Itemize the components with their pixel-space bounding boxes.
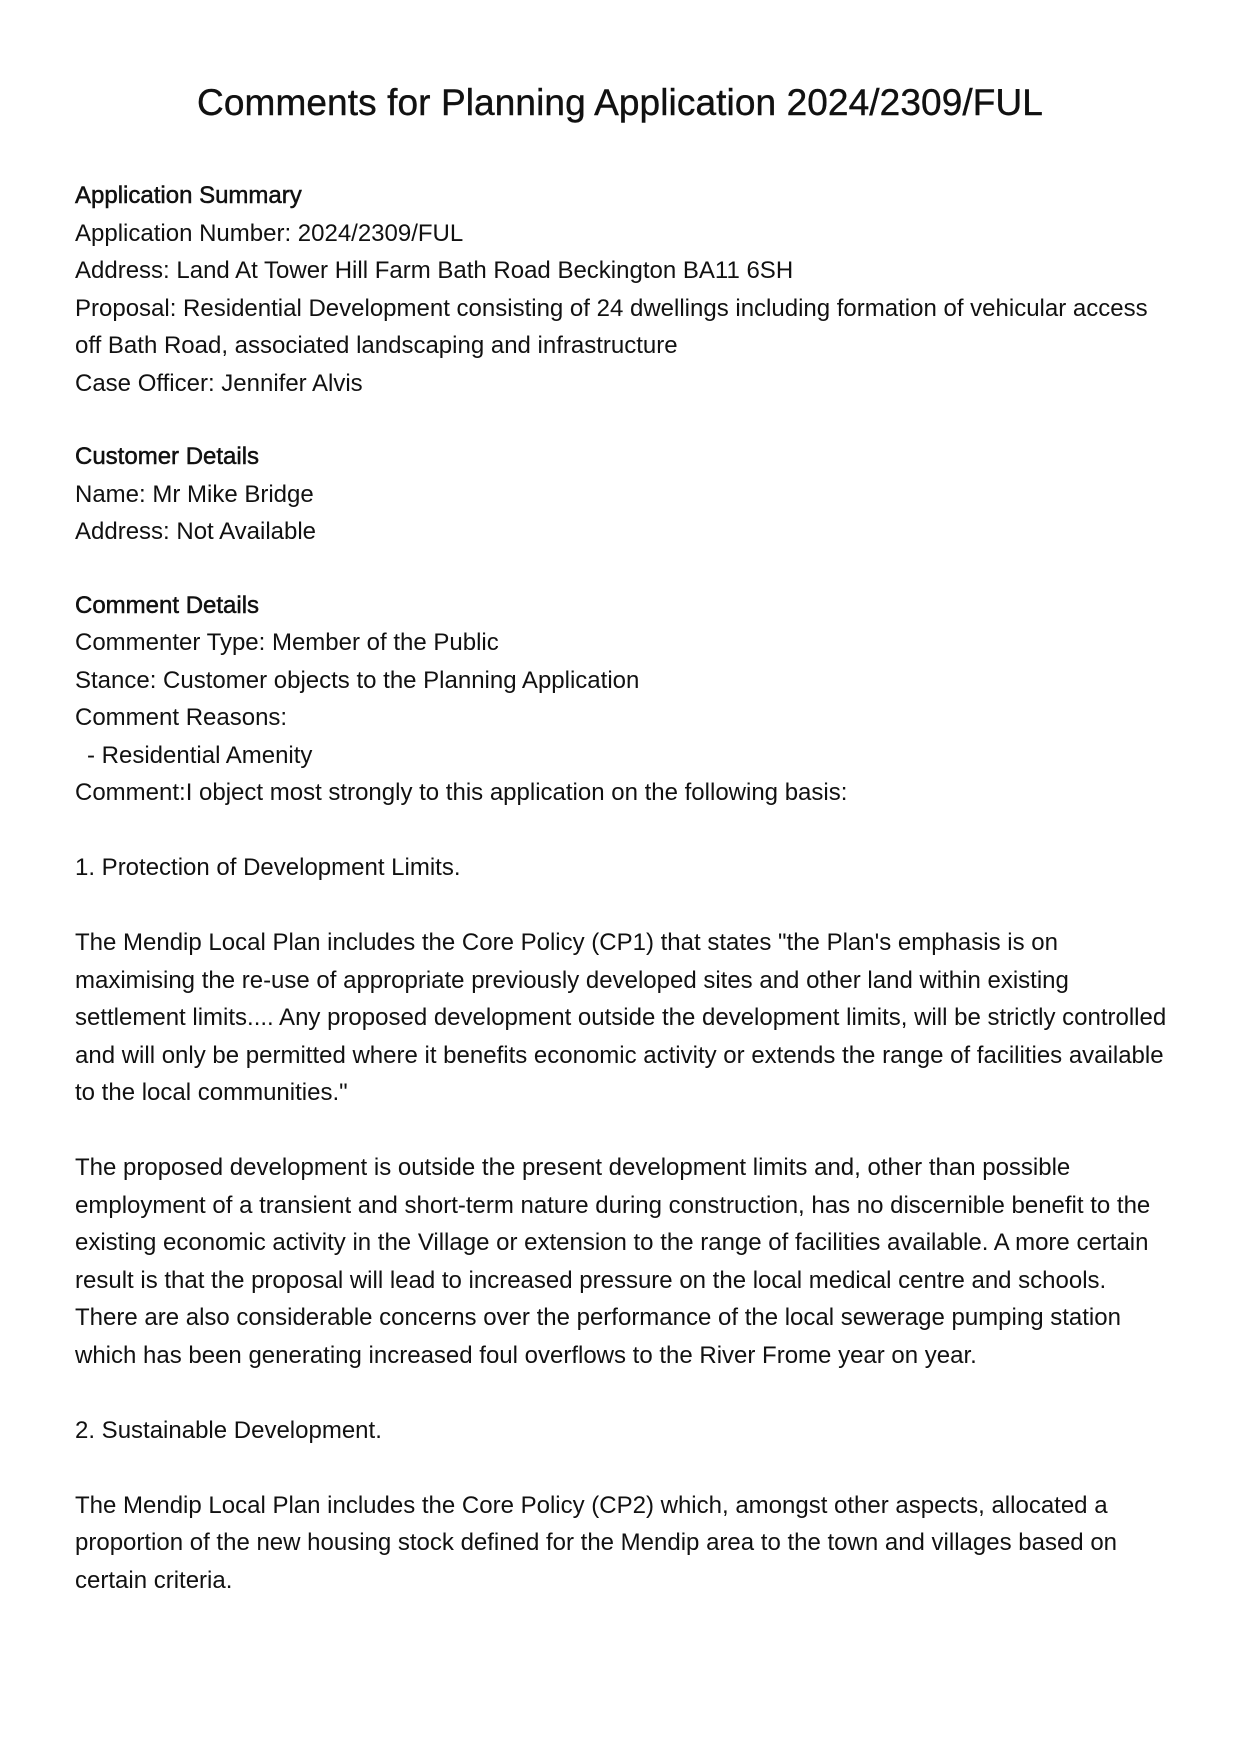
comment-paragraph-2-heading: 2. Sustainable Development. [75,1416,382,1444]
stance: Stance: Customer objects to the Planning Application [75,666,640,694]
comment-paragraph-cp1: The Mendip Local Plan includes the Core Policy (CP1) that states "the Plan's emphasis is on maximising the re-use of appropriate previously developed sites and other land within existing settlement limits.... Any proposed development outside the development limits, will be strictly controlled and will only be permitted where it benefits economic activity or extends the range of facilities available to the local communities." [75,929,1167,1106]
customer-address: Address: Not Available [75,518,317,545]
comment-paragraph-1-heading: 1. Protection of Development Limits. [75,854,461,881]
customer-details-heading: Customer Details [75,443,260,470]
comment-reasons-label: Comment Reasons: [75,704,288,731]
application-summary-section [75,177,1175,402]
case-officer: Case Officer: Jennifer Alvis [75,369,363,397]
comment-intro: Comment:I object most strongly to this application on the following basis: [75,779,848,806]
comment-paragraph-cp2: The Mendip Local Plan includes the Core Policy (CP2) which, amongst other aspects, allocated a proportion of the new housing stock defined for the Mendip area to the town and villages based on certain criteria. [75,1491,1118,1594]
comment-paragraph-limits: The proposed development is outside the present development limits and, other than possible employment of a transient and short-term nature during construction, has no discernible benefit to the existing economic activity in the Village or extension to the range of facilities available. A more certain result is that the proposal will lead to increased pressure on the local medical centre and schools. There are also considerable concerns over the performance of the local sewerage pumping station which has been generating increased foul overflows to the River Frome year on year. [75,1154,1151,1369]
comment-details-section [75,587,1175,1600]
application-address: Address: Land At Tower Hill Farm Bath Road Beckington BA11 6SH [75,257,794,284]
document-page [75,80,1175,1599]
commenter-type: Commenter Type: Member of the Public [75,629,499,656]
page-title: Comments for Planning Application 2024/2309/FUL [197,82,1043,123]
comment-reason-item: - Residential Amenity [87,741,313,769]
comment-details-heading: Comment Details [75,591,260,619]
application-proposal: Proposal: Residential Development consisting of 24 dwellings including formation of vehicular access off Bath Road, associated landscaping and infrastructure [75,294,1148,359]
customer-name: Name: Mr Mike Bridge [75,480,314,508]
application-summary-heading: Application Summary [75,182,302,209]
customer-details-section [75,438,1175,551]
application-number: Application Number: 2024/2309/FUL [75,219,464,247]
